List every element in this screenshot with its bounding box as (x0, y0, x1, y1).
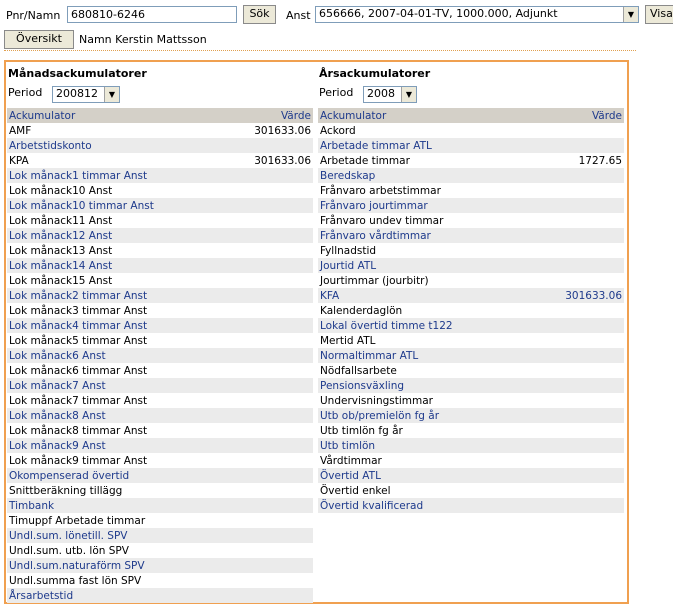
accumulator-name-cell (318, 243, 520, 258)
table-row (318, 288, 624, 303)
table-row (318, 498, 624, 513)
accumulator-link[interactable]: Lok månack7 Anst (9, 379, 106, 392)
table-row (7, 558, 313, 573)
table-row (318, 438, 624, 453)
yearly-title: Årsackumulatorer (319, 67, 431, 80)
accumulator-value (520, 408, 624, 423)
accumulator-value (209, 258, 313, 273)
table-row (318, 483, 624, 498)
accumulator-name: Lok månack9 timmar Anst (9, 454, 148, 467)
accumulator-name-cell (318, 258, 520, 273)
table-row (318, 243, 624, 258)
table-row (7, 153, 313, 168)
table-row (7, 348, 313, 363)
accumulator-name-cell (7, 483, 209, 498)
accumulator-name-cell (318, 183, 520, 198)
accumulator-name-cell (318, 138, 520, 153)
accumulator-name: Timuppf Arbetade timmar (9, 514, 146, 527)
accumulator-value (520, 198, 624, 213)
accumulator-name-cell (318, 468, 520, 483)
accumulator-value (520, 453, 624, 468)
accumulator-link[interactable]: Undl.sum.naturaförm SPV (9, 559, 145, 572)
accumulator-name-cell (318, 318, 520, 333)
table-row (318, 273, 624, 288)
accumulator-name-cell (318, 333, 520, 348)
accumulator-link[interactable]: Lokal övertid timme t122 (320, 319, 453, 332)
anst-select[interactable] (315, 6, 639, 23)
accumulator-name-cell (318, 378, 520, 393)
table-row (318, 258, 624, 273)
yearly-period (319, 86, 413, 100)
accumulator-value (520, 348, 624, 363)
accumulator-name-cell (318, 423, 520, 438)
accumulator-name: Vårdtimmar (320, 454, 382, 467)
table-row (318, 153, 624, 168)
accumulator-name-cell (318, 288, 520, 303)
pnr-input[interactable]: 680810-6246 (67, 6, 237, 23)
yearly-period-select[interactable] (363, 86, 417, 103)
accumulator-value (209, 183, 313, 198)
accumulator-value (209, 363, 313, 378)
monthly-col-acc: Ackumulator (7, 108, 209, 123)
accumulator-value (209, 513, 313, 528)
accumulator-value (209, 483, 313, 498)
table-row (7, 243, 313, 258)
show-button[interactable]: Visa (645, 5, 673, 24)
accumulator-name-cell (7, 303, 209, 318)
accumulator-link[interactable]: Normaltimmar ATL (320, 349, 419, 362)
accumulator-name-cell (7, 363, 209, 378)
accumulator-value (209, 213, 313, 228)
accumulator-name-cell (7, 228, 209, 243)
table-row (318, 318, 624, 333)
monthly-col-value: Värde (209, 108, 313, 123)
accumulator-value (209, 318, 313, 333)
accumulator-name-cell (318, 453, 520, 468)
table-row (7, 213, 313, 228)
accumulator-name-cell (7, 348, 209, 363)
table-row (7, 588, 313, 603)
table-row (7, 573, 313, 588)
monthly-period-label: Period (8, 86, 43, 99)
overview-button[interactable]: Översikt (4, 30, 74, 49)
chevron-down-icon[interactable]: ▼ (623, 7, 638, 22)
yearly-table (318, 108, 624, 513)
table-row (7, 258, 313, 273)
accumulator-value (520, 468, 624, 483)
accumulator-link[interactable]: Årsarbetstid (9, 589, 74, 602)
accumulator-name-cell (7, 438, 209, 453)
accumulator-name-cell (318, 213, 520, 228)
accumulator-name-cell (7, 153, 209, 168)
accumulator-name: Lok månack6 timmar Anst (9, 364, 148, 377)
accumulator-value (209, 393, 313, 408)
accumulator-link[interactable]: Lok månack12 Anst (9, 229, 113, 242)
accumulator-link[interactable]: Lok månack1 timmar Anst (9, 169, 148, 182)
accumulator-link[interactable]: Lok månack8 Anst (9, 409, 106, 422)
table-row (7, 393, 313, 408)
accumulator-name-cell (7, 378, 209, 393)
table-row (318, 198, 624, 213)
anst-select-value: 656666, 2007-04-01-TV, 1000.000, Adjunkt (319, 7, 558, 20)
accumulator-name-cell (318, 123, 520, 138)
accumulator-link[interactable]: Beredskap (320, 169, 376, 182)
accumulator-value (520, 498, 624, 513)
accumulator-name: Lok månack5 timmar Anst (9, 334, 148, 347)
accumulator-name: Utb timlön fg år (320, 424, 403, 437)
search-button[interactable]: Sök (243, 5, 276, 24)
accumulator-link[interactable]: Utb ob/premielön fg år (320, 409, 440, 422)
accumulator-value (209, 423, 313, 438)
accumulator-value (209, 408, 313, 423)
accumulator-value (520, 228, 624, 243)
accumulator-name-cell (7, 288, 209, 303)
yearly-period-label: Period (319, 86, 354, 99)
divider (4, 50, 636, 51)
accumulator-name-cell (318, 348, 520, 363)
accumulator-name-cell (318, 228, 520, 243)
accumulator-link[interactable]: Frånvaro jourtimmar (320, 199, 428, 212)
table-row (7, 333, 313, 348)
accumulator-name-cell (7, 423, 209, 438)
accumulator-name-cell (318, 408, 520, 423)
table-row (318, 303, 624, 318)
chevron-down-icon[interactable]: ▼ (401, 87, 416, 102)
table-row (7, 438, 313, 453)
accumulator-name: Undl.summa fast lön SPV (9, 574, 142, 587)
accumulator-value (520, 333, 624, 348)
table-row (7, 138, 313, 153)
accumulator-name-cell (318, 363, 520, 378)
table-row (7, 303, 313, 318)
accumulator-name-cell (318, 393, 520, 408)
accumulator-value (209, 303, 313, 318)
accumulator-value (209, 438, 313, 453)
monthly-table (7, 108, 313, 603)
accumulator-name: AMF (9, 124, 32, 137)
accumulator-value (209, 198, 313, 213)
accumulator-name: Frånvaro undev timmar (320, 214, 444, 227)
top-toolbar (0, 0, 673, 28)
accumulator-name-cell (7, 168, 209, 183)
table-row (7, 198, 313, 213)
accumulator-name: Jourtimmar (jourbitr) (320, 274, 429, 287)
accumulator-name-cell (7, 393, 209, 408)
accumulator-name-cell (7, 468, 209, 483)
table-row (318, 453, 624, 468)
accumulator-link[interactable]: Pensionsväxling (320, 379, 405, 392)
accumulator-value: 301633.06 (254, 124, 311, 137)
accumulator-value (209, 528, 313, 543)
table-row (318, 408, 624, 423)
accumulator-value (520, 423, 624, 438)
accumulator-name: Nödfallsarbete (320, 364, 397, 377)
accumulator-name-cell (318, 153, 520, 168)
table-row (7, 168, 313, 183)
chevron-down-icon[interactable]: ▼ (104, 87, 119, 102)
accumulator-value (209, 573, 313, 588)
accumulator-value (209, 168, 313, 183)
table-row (7, 318, 313, 333)
accumulator-name-cell (7, 273, 209, 288)
accumulator-value (520, 273, 624, 288)
accumulator-link[interactable]: Lok månack9 Anst (9, 439, 106, 452)
accumulator-value (209, 378, 313, 393)
accumulator-name: Lok månack8 timmar Anst (9, 424, 148, 437)
table-row (7, 228, 313, 243)
table-row (7, 423, 313, 438)
table-row (7, 123, 313, 138)
accumulator-name: Lok månack15 Anst (9, 274, 113, 287)
accumulator-name-cell (318, 303, 520, 318)
accumulator-link[interactable]: Arbetade timmar ATL (320, 139, 432, 152)
accumulator-name: Lok månack3 timmar Anst (9, 304, 148, 317)
table-row (318, 123, 624, 138)
table-row (7, 363, 313, 378)
accumulator-link[interactable]: Övertid kvalificerad (320, 499, 424, 512)
accumulator-name: Lok månack7 timmar Anst (9, 394, 148, 407)
accumulator-value: 301633.06 (254, 154, 311, 167)
accumulator-value (520, 243, 624, 258)
accumulator-link[interactable]: KFA (320, 289, 340, 302)
accumulator-name: Fyllnadstid (320, 244, 377, 257)
table-row (318, 348, 624, 363)
accumulator-name-cell (7, 588, 209, 603)
accumulator-value (520, 363, 624, 378)
table-row (318, 138, 624, 153)
accumulator-value (209, 543, 313, 558)
monthly-period-value: 200812 (56, 87, 98, 100)
accumulator-value (209, 588, 313, 603)
accumulator-value (209, 348, 313, 363)
table-row (7, 468, 313, 483)
accumulator-value (209, 273, 313, 288)
accumulator-name-cell (7, 513, 209, 528)
accumulator-value (520, 438, 624, 453)
accumulator-value (520, 303, 624, 318)
pnr-label: Pnr/Namn (6, 9, 61, 22)
accumulator-name: Lok månack13 Anst (9, 244, 113, 257)
accumulator-value: 1727.65 (578, 154, 622, 167)
accumulator-value (520, 168, 624, 183)
accumulator-name: Frånvaro arbetstimmar (320, 184, 441, 197)
anst-label: Anst (286, 9, 311, 22)
accumulator-link[interactable]: Undl.sum. lönetill. SPV (9, 529, 128, 542)
table-row (318, 423, 624, 438)
accumulator-value (209, 138, 313, 153)
accumulator-link[interactable]: Lok månack14 Anst (9, 259, 113, 272)
table-row (7, 378, 313, 393)
accumulator-name-cell (7, 528, 209, 543)
accumulator-name-cell (318, 198, 520, 213)
accumulator-name-cell (7, 213, 209, 228)
accumulator-name-cell (7, 408, 209, 423)
accumulator-value (520, 393, 624, 408)
accumulator-name-cell (318, 438, 520, 453)
accumulator-value (520, 138, 624, 153)
table-row (7, 483, 313, 498)
table-row (318, 228, 624, 243)
accumulator-link[interactable]: Arbetstidskonto (9, 139, 92, 152)
monthly-title: Månadsackumulatorer (8, 67, 147, 80)
table-row (7, 183, 313, 198)
accumulator-value (520, 183, 624, 198)
accumulator-value (520, 483, 624, 498)
accumulator-name-cell (7, 558, 209, 573)
accumulator-link[interactable]: Utb timlön (320, 439, 376, 452)
accumulator-name: Snittberäkning tillägg (9, 484, 123, 497)
accumulator-link[interactable]: Jourtid ATL (320, 259, 377, 272)
table-row (318, 363, 624, 378)
accumulator-name: Kalenderdaglön (320, 304, 403, 317)
accumulator-name: Ackord (320, 124, 356, 137)
accumulator-value (520, 258, 624, 273)
accumulator-name: Undl.sum. utb. lön SPV (9, 544, 129, 557)
accumulator-name-cell (318, 483, 520, 498)
accumulator-name-cell (7, 123, 209, 138)
accumulator-value (209, 288, 313, 303)
accumulator-name: KPA (9, 154, 29, 167)
table-row (7, 498, 313, 513)
accumulator-value (209, 228, 313, 243)
accumulator-link[interactable]: Lok månack4 timmar Anst (9, 319, 148, 332)
accumulator-value (520, 318, 624, 333)
accumulator-name-cell (7, 198, 209, 213)
accumulator-link[interactable]: Övertid ATL (320, 469, 381, 482)
table-row (7, 453, 313, 468)
yearly-col-value: Värde (520, 108, 624, 123)
accumulator-value (209, 453, 313, 468)
accumulator-link[interactable]: Frånvaro vårdtimmar (320, 229, 431, 242)
table-row (318, 213, 624, 228)
table-row (7, 288, 313, 303)
accumulator-value (520, 378, 624, 393)
accumulator-value (209, 243, 313, 258)
accumulator-value: 301633.06 (520, 288, 624, 303)
accumulator-value (520, 213, 624, 228)
accumulator-value (209, 468, 313, 483)
accumulator-link[interactable]: Lok månack10 timmar Anst (9, 199, 154, 212)
accumulator-value (209, 333, 313, 348)
table-row (7, 273, 313, 288)
table-row (7, 543, 313, 558)
monthly-period-select[interactable] (52, 86, 120, 103)
accumulator-value (520, 123, 624, 138)
employee-name: Namn Kerstin Mattsson (79, 33, 207, 46)
table-row (7, 408, 313, 423)
yearly-period-value: 2008 (367, 87, 395, 100)
accumulator-name: Övertid enkel (320, 484, 391, 497)
accumulator-link[interactable]: Lok månack6 Anst (9, 349, 106, 362)
yearly-col-acc: Ackumulator (318, 108, 520, 123)
accumulator-name: Mertid ATL (320, 334, 376, 347)
accumulator-value (209, 558, 313, 573)
table-row (318, 168, 624, 183)
table-row (318, 183, 624, 198)
accumulator-name-cell (7, 243, 209, 258)
accumulator-name: Arbetade timmar (320, 154, 410, 167)
accumulator-link[interactable]: Timbank (9, 499, 55, 512)
accumulator-name-cell (7, 498, 209, 513)
table-row (7, 528, 313, 543)
accumulator-name-cell (7, 453, 209, 468)
table-row (318, 468, 624, 483)
table-row (318, 393, 624, 408)
monthly-period (8, 86, 116, 100)
table-row (7, 513, 313, 528)
accumulator-name-cell (7, 183, 209, 198)
accumulator-link[interactable]: Lok månack2 timmar Anst (9, 289, 148, 302)
accumulator-link[interactable]: Okompenserad övertid (9, 469, 130, 482)
table-row (318, 333, 624, 348)
accumulator-name-cell (318, 168, 520, 183)
accumulator-name-cell (7, 138, 209, 153)
accumulator-name-cell (318, 273, 520, 288)
accumulator-name-cell (7, 318, 209, 333)
table-row (318, 378, 624, 393)
accumulator-value (209, 498, 313, 513)
accumulator-name: Undervisningstimmar (320, 394, 433, 407)
accumulator-name-cell (7, 333, 209, 348)
accumulator-name-cell (7, 258, 209, 273)
accumulator-name: Lok månack11 Anst (9, 214, 113, 227)
accumulator-name-cell (7, 543, 209, 558)
accumulator-name: Lok månack10 Anst (9, 184, 113, 197)
accumulator-panel (4, 60, 629, 604)
accumulator-name-cell (7, 573, 209, 588)
accumulator-name-cell (318, 498, 520, 513)
